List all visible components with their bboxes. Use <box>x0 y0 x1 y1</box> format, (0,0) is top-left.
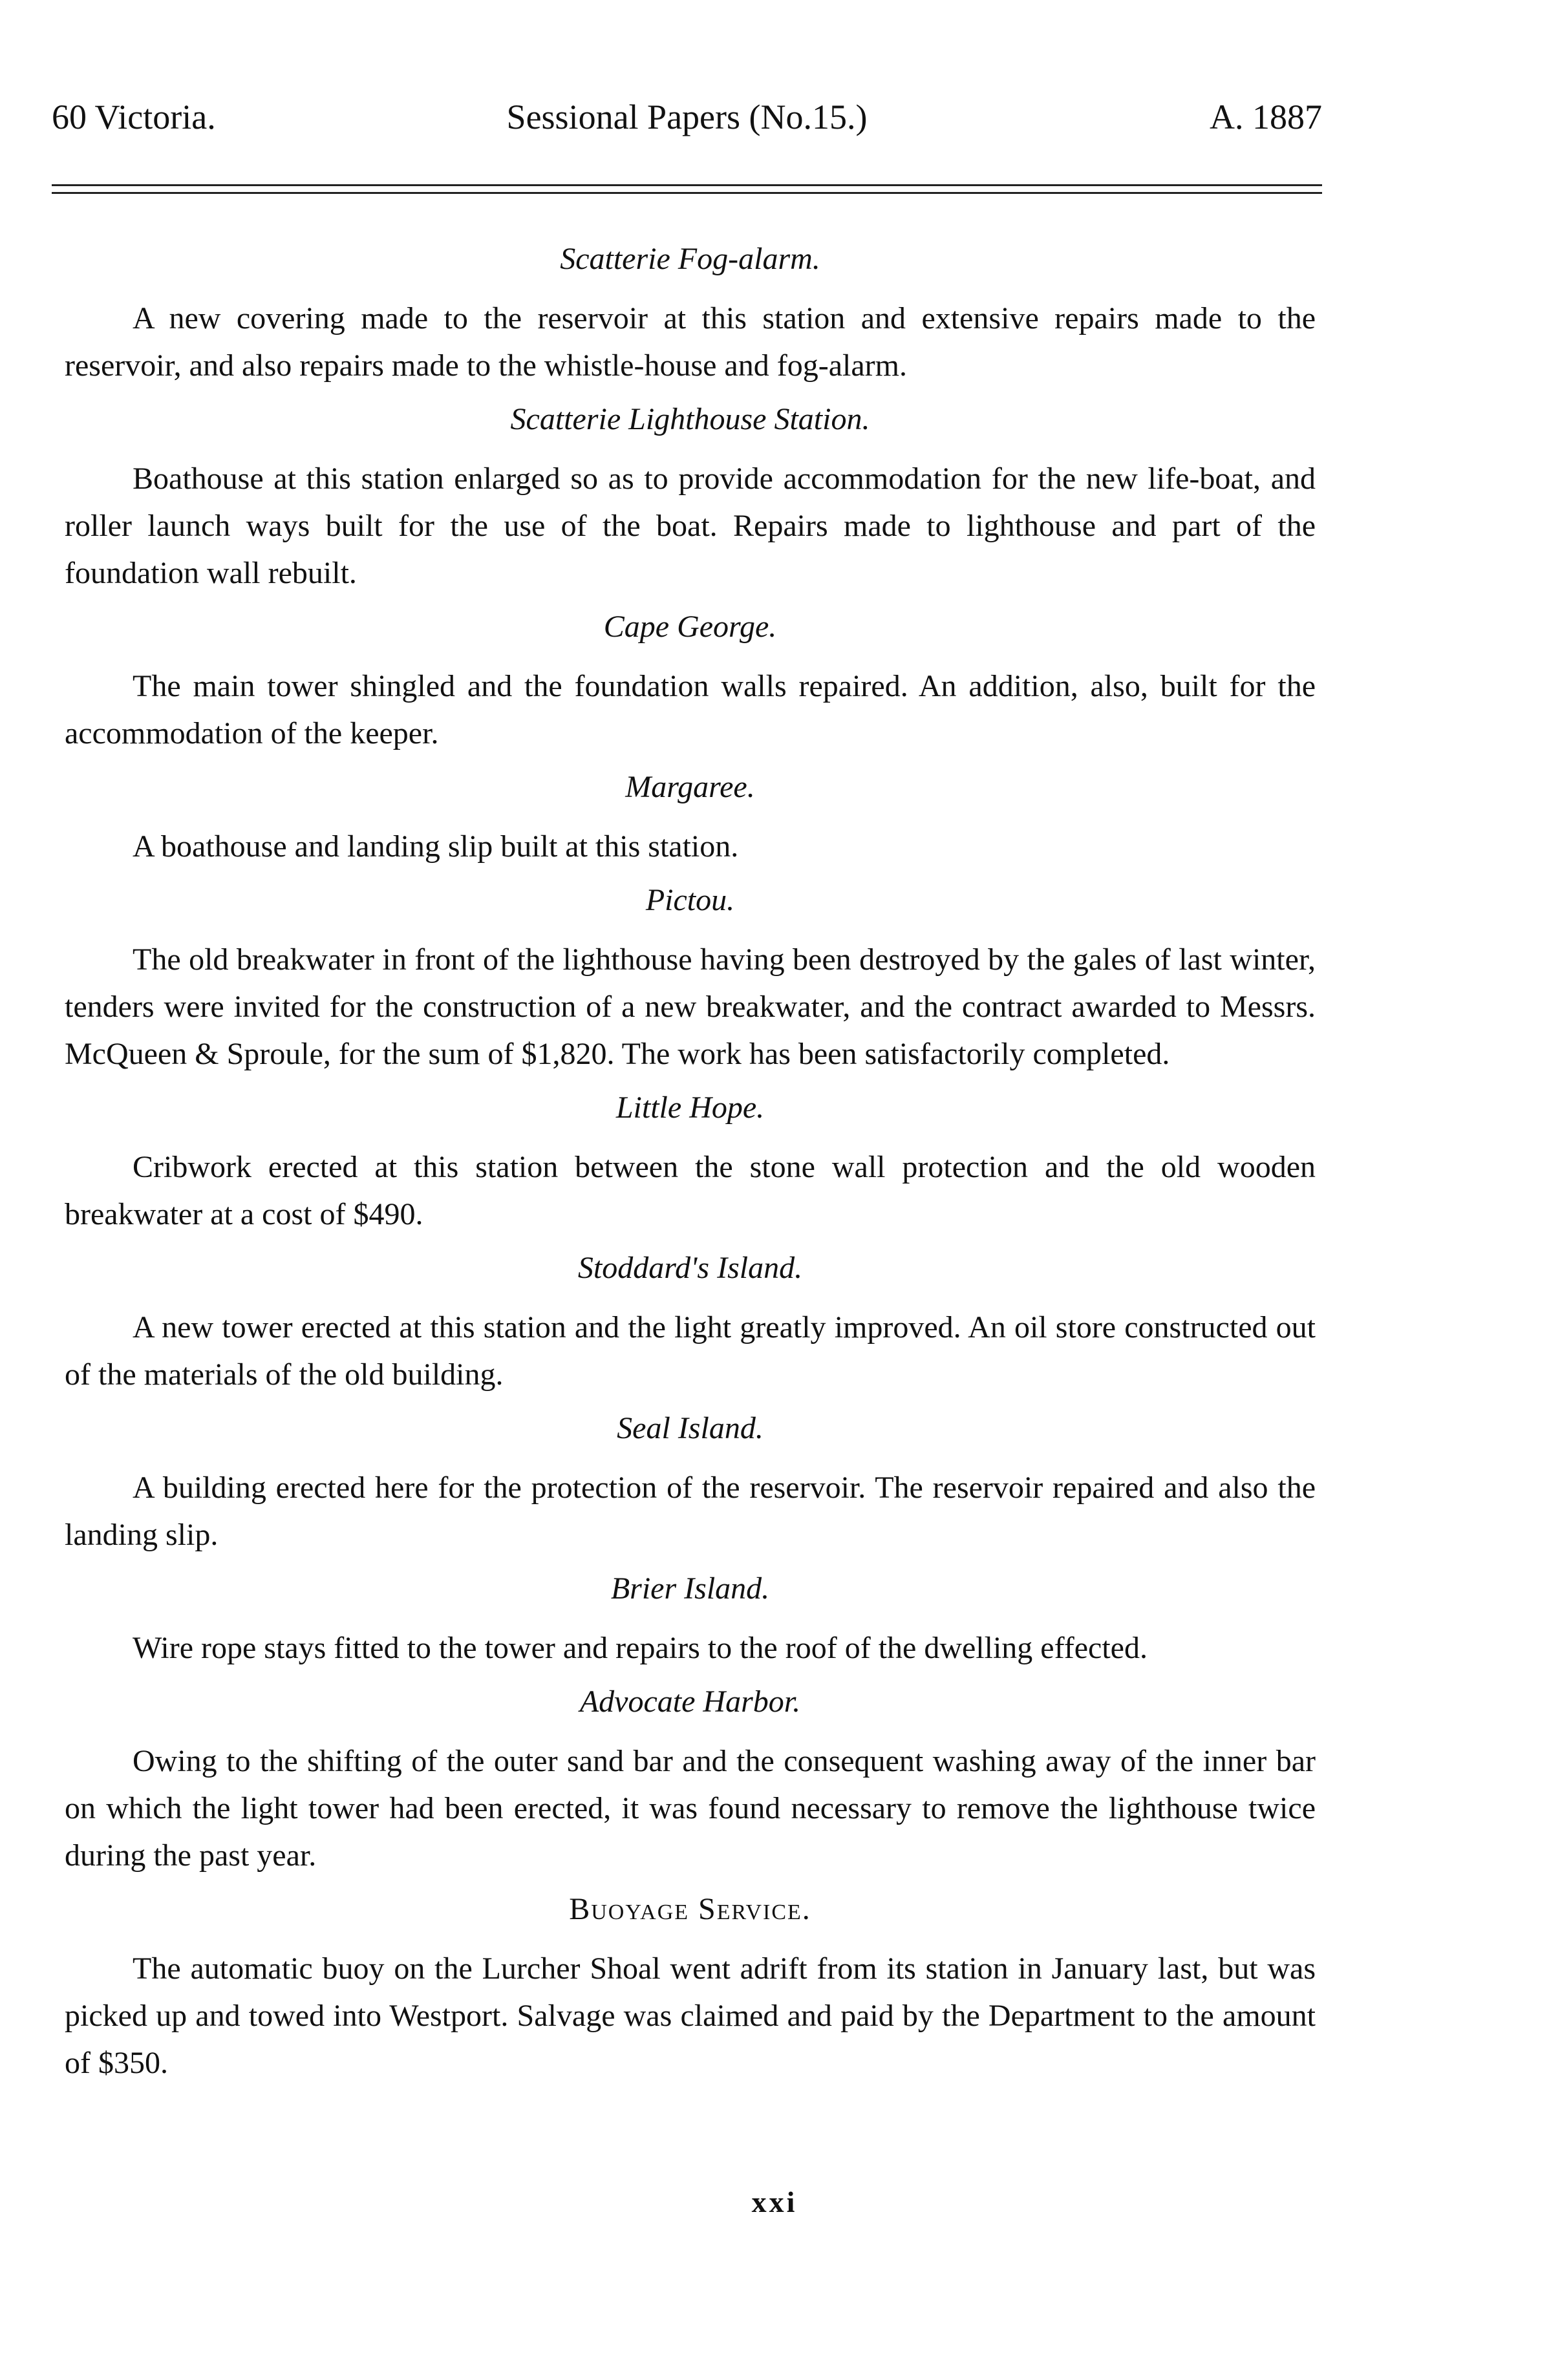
section-text-pictou: The old breakwater in front of the lighthouse having been destroyed by the gales of last winter, tenders were invited for the construction of a new breakwater, and the contract awarded to Messrs. McQueen & Sproule, for the sum of $1,820. The work has been satisfactorily completed. <box>65 942 1316 1071</box>
section-heading-buoyage-service: Buoyage Service. <box>569 1892 811 1926</box>
section-text-scatterie-lighthouse: Boathouse at this station enlarged so as to provide accommodation for the new life-boat, and roller launch ways built for the use of the boat. Repairs made to lighthouse and part of the foundation wall rebuilt. <box>65 462 1316 590</box>
section-text-brier-island: Wire rope stays fitted to the tower and repairs to the roof of the dwelling effected. <box>133 1631 1148 1665</box>
section-heading-scatterie-fog-alarm: Scatterie Fog-alarm. <box>560 242 820 276</box>
page-number: xxi <box>751 2185 798 2218</box>
section-text-margaree: A boathouse and landing slip built at this station. <box>133 829 739 864</box>
section-heading-pictou: Pictou. <box>645 883 735 917</box>
section-heading-scatterie-lighthouse: Scatterie Lighthouse Station. <box>510 402 870 436</box>
header-year: A. 1887 <box>1210 98 1322 136</box>
section-text-advocate-harbor: Owing to the shifting of the outer sand bar and the consequent washing away of the inner bar on which the light tower had been erected, it was found necessary to remove the lighthouse twice during the past year. <box>65 1744 1316 1873</box>
section-text-little-hope: Cribwork erected at this station between the stone wall protection and the old wooden breakwater at a cost of $490. <box>65 1150 1316 1231</box>
section-text-seal-island: A building erected here for the protection of the reservoir. The reservoir repaired and also the landing slip. <box>65 1471 1316 1552</box>
section-heading-seal-island: Seal Island. <box>617 1411 764 1445</box>
header-volume: 60 Victoria. <box>52 98 216 136</box>
section-heading-advocate-harbor: Advocate Harbor. <box>579 1684 801 1719</box>
header-series-title: Sessional Papers (No.15.) <box>506 98 868 136</box>
section-heading-little-hope: Little Hope. <box>615 1090 765 1125</box>
header-rule-bottom <box>52 192 1322 194</box>
section-heading-cape-george: Cape George. <box>603 610 777 644</box>
section-text-scatterie-fog-alarm: A new covering made to the reservoir at this station and extensive repairs made to the reservoir, and also repairs made to the whistle-house and fog-alarm. <box>65 301 1316 383</box>
section-heading-brier-island: Brier Island. <box>610 1571 770 1606</box>
page-header <box>52 97 1322 155</box>
page-body <box>65 239 1316 2097</box>
section-text-buoyage-service: The automatic buoy on the Lurcher Shoal went adrift from its station in January last, but was picked up and towed into Westport. Salvage was claimed and paid by the Department to the amount of $350. <box>65 1951 1316 2080</box>
section-text-cape-george: The main tower shingled and the foundation walls repaired. An addition, also, built for the accommodation of the keeper. <box>65 669 1316 750</box>
section-heading-stoddards-island: Stoddard's Island. <box>577 1251 803 1285</box>
section-heading-margaree: Margaree. <box>625 770 755 804</box>
header-rule-top <box>52 184 1322 186</box>
section-text-stoddards-island: A new tower erected at this station and the light greatly improved. An oil store constructed out of the materials of the old building. <box>65 1310 1316 1392</box>
